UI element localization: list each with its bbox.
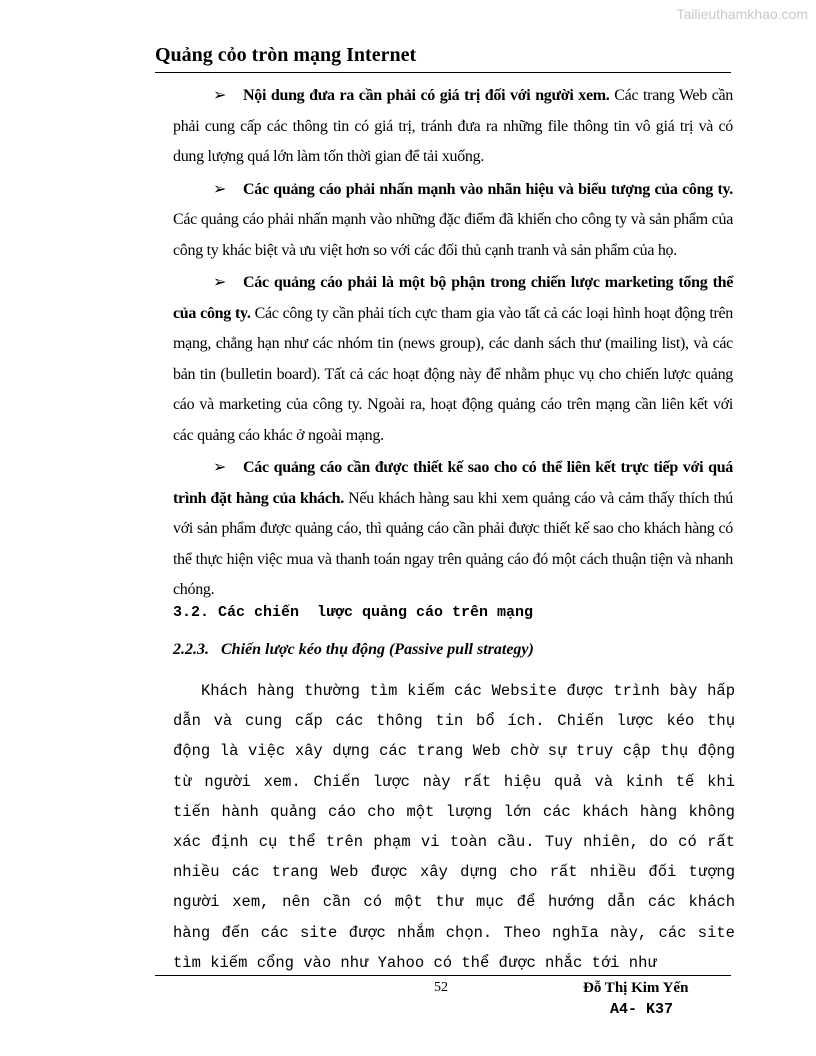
- body-paragraph: Khách hàng thường tìm kiếm các Website được trình bày hấp dẫn và cung cấp các thông tin bổ ích. Chiến lược kéo thụ động là việc xây dựng các trang Web chờ sự truy cập thụ động từ người xem. Chiến lược này rất hiệu quả và kinh tế khi tiến hành quảng cáo cho một lượng lớn các khách hàng không xác định cụ thể trên phạm vi toàn cầu. Tuy nhiên, do có rất nhiều các trang Web được xây dựng cho rất nhiều đối tượng người xem, nên cần có một thư mục để hướng dẫn các khách hàng đến các site được nhắm chọn. Theo nghĩa này, các site tìm kiếm cổng vào như Yahoo có thể được nhắc tới như: [173, 682, 735, 972]
- item-text: Nếu khách hàng sau khi xem quảng cáo và cảm thấy thích thú với sản phẩm được quảng cáo, thì quảng cáo cần phải được thiết kế sao cho khách hàng có thể thực hiện việc mua và thanh toán ngay trên quảng cáo đó một cách thuận tiện và nhanh chóng.: [173, 489, 733, 598]
- item-bold-lead: Các quảng cáo phải nhấn mạnh vào nhãn hiệu và biểu tượng của công ty.: [243, 180, 733, 198]
- class-code: A4- K37: [610, 1001, 674, 1018]
- item-bold-lead: Các quảng cáo cần được thiết kế sao cho có thể liên kết trực tiếp với quá trình đặt hàng của khách.: [173, 459, 733, 507]
- arrow-bullet-icon: ➢: [213, 459, 227, 476]
- list-item: [173, 81, 733, 173]
- item-text: Các quảng cáo phải nhấn mạnh vào những đặc điểm đã khiến cho công ty và sản phẩm của công ty khác biệt và ưu việt hơn so với các đối thủ cạnh tranh và sản phẩm của họ.: [173, 211, 733, 259]
- header-divider: [155, 72, 731, 73]
- item-bold-lead: Các quảng cáo phải là một bộ phận trong chiến lược marketing tổng thể của công ty.: [173, 274, 733, 322]
- page-header-title: Quảng cỏo tròn mạng Internet: [155, 44, 417, 66]
- item-text: Các công ty cần phải tích cực tham gia vào tất cả các loại hình hoạt động trên mạng, chẳng hạn như các nhóm tin (news group), các danh sách thư (mailing list), và các bản tin (bulletin board). Tất cả các hoạt động này để nhằm phục vụ cho chiến lược quảng cáo và marketing của công ty. Ngoài ra, hoạt động quảng cáo trên mạng cần liên kết với các quảng cáo khác ở ngoài mạng.: [173, 304, 733, 444]
- list-item: [173, 453, 733, 606]
- author-name: Đỗ Thị Kim Yến: [583, 980, 689, 996]
- section-heading: 3.2. Các chiến lược quảng cáo trên mạng: [173, 604, 534, 621]
- list-item: [173, 268, 733, 451]
- page-number: 52: [434, 980, 448, 995]
- arrow-bullet-icon: ➢: [213, 274, 227, 291]
- item-text: Các trang Web cần phải cung cấp các thông tin có giá trị, tránh đưa ra những file thông tin vô giá trị và có dung lượng quá lớn làm tốn thời gian để tải xuống.: [173, 87, 733, 165]
- item-bold-lead: Nội dung đưa ra cần phải có giá trị đối với người xem.: [243, 87, 610, 104]
- footer-divider: [155, 975, 731, 976]
- arrow-bullet-icon: ➢: [213, 180, 227, 198]
- watermark: Tailieuthamkhao.com: [676, 6, 808, 22]
- list-item: [173, 175, 733, 267]
- bullet-list: [173, 81, 733, 608]
- arrow-bullet-icon: ➢: [213, 87, 227, 104]
- subsection-heading: 2.2.3. Chiến lược kéo thụ động (Passive pull strategy): [173, 641, 534, 658]
